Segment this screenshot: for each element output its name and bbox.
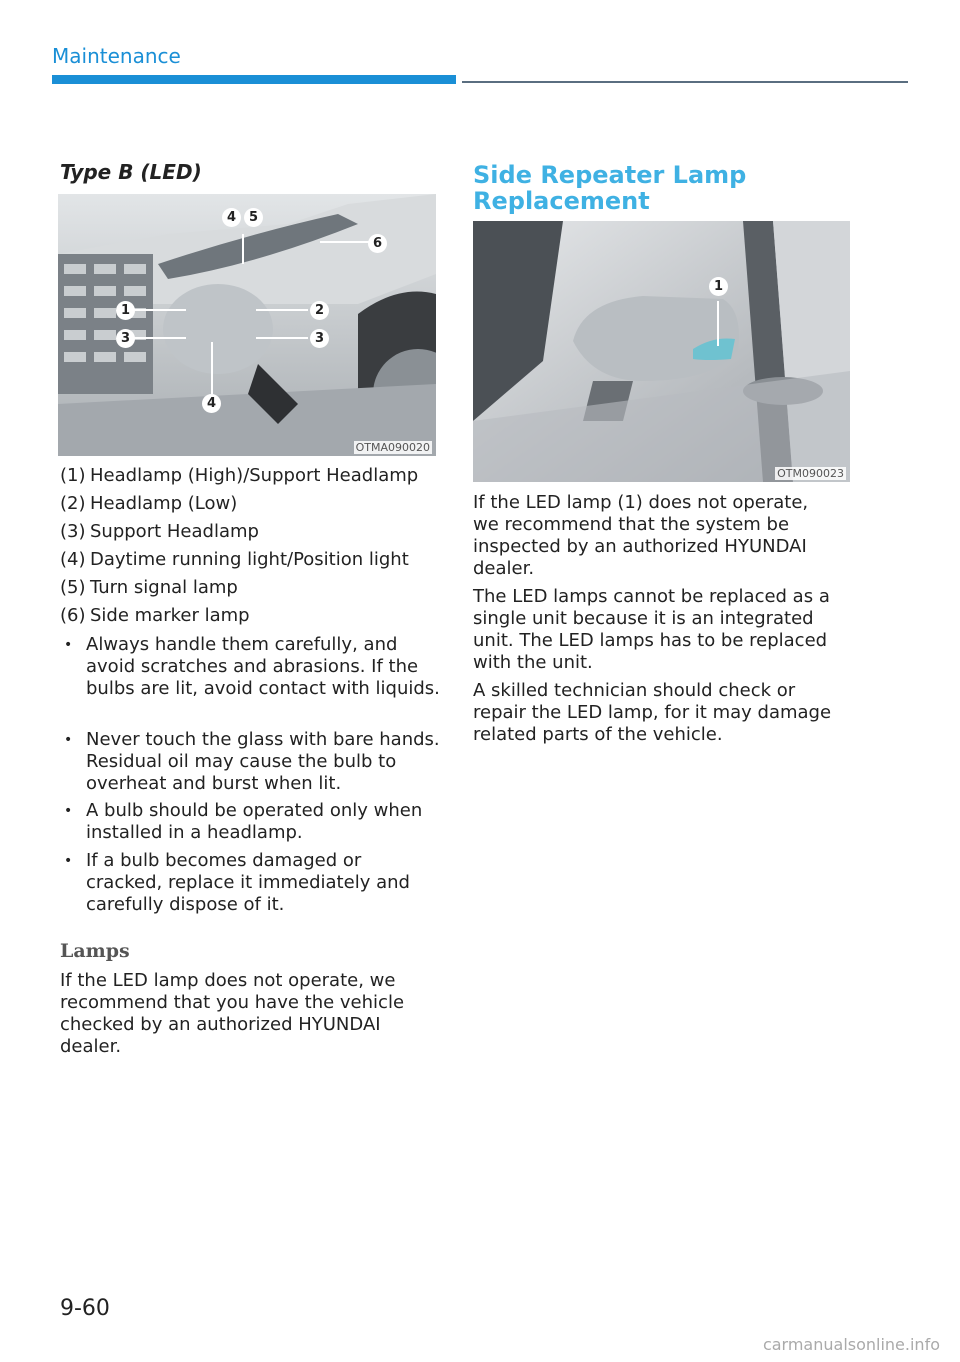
paragraph: If the LED lamp (1) does not operate, we recommend that the system be inspected by an authorized HYUNDAI dealer. xyxy=(473,492,809,579)
bullet-item: • Never touch the glass with bare hands. Residual oil may cause the bulb to overheat and burst when lit. xyxy=(60,729,440,795)
callout-5: 5 xyxy=(244,208,263,227)
callout-4-bottom: 4 xyxy=(202,394,221,413)
header-rule-accent xyxy=(52,75,456,84)
callout-3-left: 3 xyxy=(116,329,135,348)
paragraph: The LED lamps cannot be replaced as a single unit because it is an integrated unit. The LED lamps has to be replaced with the unit. xyxy=(473,586,830,673)
paragraph: A skilled technician should check or repair the LED lamp, for it may damage related parts of the vehicle. xyxy=(473,680,832,745)
list-item: (6) Side marker lamp xyxy=(60,605,250,626)
callout-6: 6 xyxy=(368,234,387,253)
bullet-item: • Always handle them carefully, and avoid scratches and abrasions. If the bulbs are lit, avoid contact with liquids. xyxy=(60,634,440,700)
side-repeater-heading: Side Repeater Lamp Replacement xyxy=(473,161,747,215)
headlamp-figure xyxy=(58,194,436,456)
list-item: (5) Turn signal lamp xyxy=(60,577,238,598)
figure-code: OTMA090020 xyxy=(355,441,430,454)
callout-4-top: 4 xyxy=(222,208,241,227)
side-repeater-figure xyxy=(473,221,850,482)
list-item: (3) Support Headlamp xyxy=(60,521,259,542)
section-title: Maintenance xyxy=(52,44,181,68)
list-item: (1) Headlamp (High)/Support Headlamp xyxy=(60,465,419,486)
lamps-heading: Lamps xyxy=(60,940,130,962)
header-rule xyxy=(462,81,908,83)
side-mirror-illustration xyxy=(473,221,850,482)
callout-2: 2 xyxy=(310,301,329,320)
callout-1: 1 xyxy=(116,301,135,320)
type-b-heading: Type B (LED) xyxy=(60,160,202,184)
figure-code: OTM090023 xyxy=(777,467,844,480)
watermark: carmanualsonline.info xyxy=(762,1335,940,1354)
bullet-item: • A bulb should be operated only when installed in a headlamp. xyxy=(60,800,440,844)
callout-3-right: 3 xyxy=(310,329,329,348)
list-item: (2) Headlamp (Low) xyxy=(60,493,238,514)
lamps-paragraph: If the LED lamp does not operate, we recommend that you have the vehicle checked by an authorized HYUNDAI dealer. xyxy=(60,970,405,1057)
bullet-item: • If a bulb becomes damaged or cracked, replace it immediately and carefully dispose of it. xyxy=(60,850,440,916)
callout-1: 1 xyxy=(709,277,728,296)
page-number: 9-60 xyxy=(60,1296,110,1321)
list-item: (4) Daytime running light/Position light xyxy=(60,549,409,570)
